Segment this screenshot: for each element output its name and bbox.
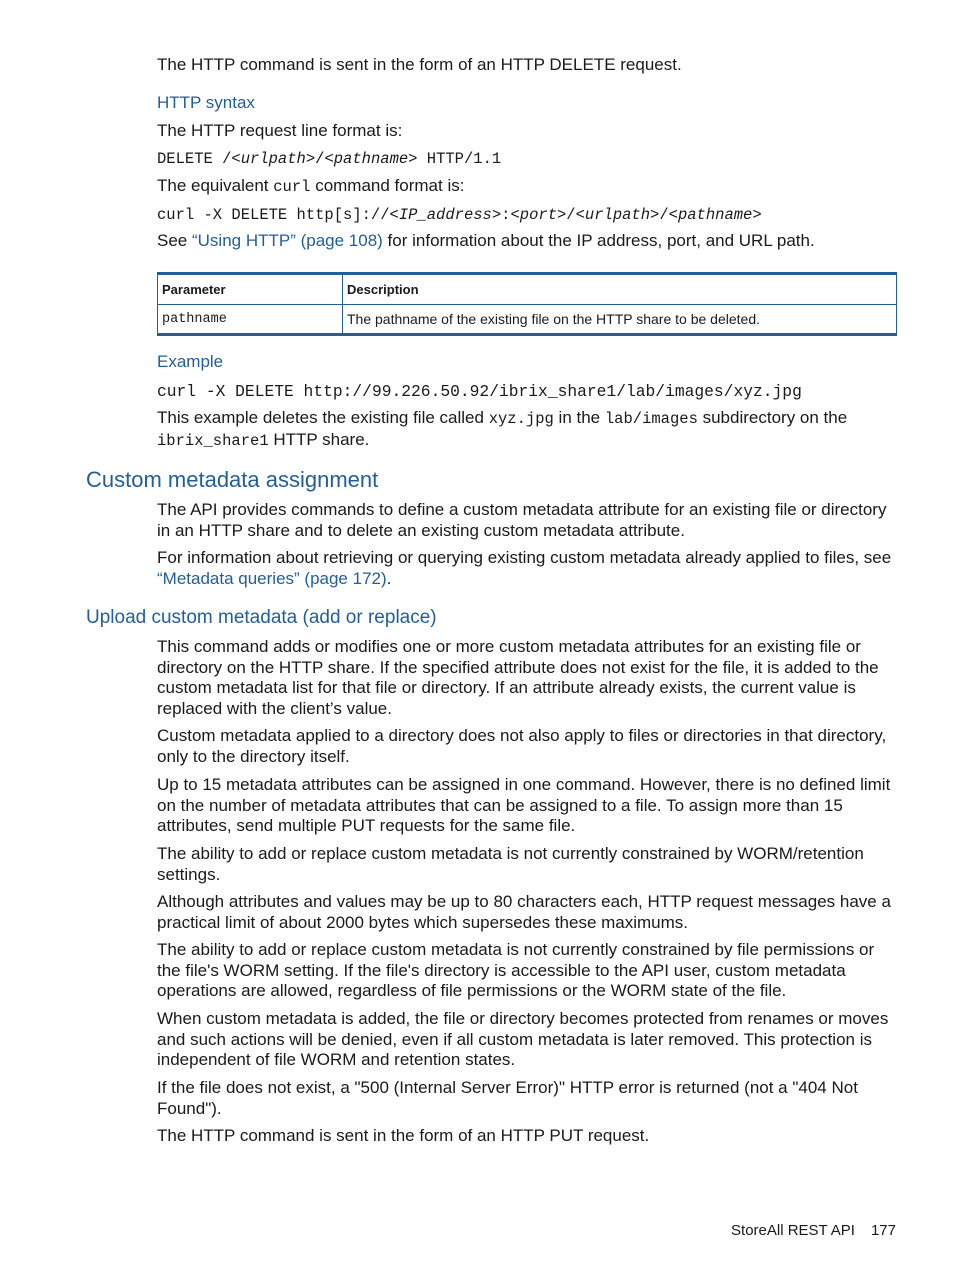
upload-para: When custom metadata is added, the file or directory becomes protected from renames or moves and such actions will be denied, even if all custom metadata is later removed. This protection is independent of file WORM and retention states.	[157, 1009, 889, 1070]
description-header: Description	[343, 274, 897, 305]
page-number: 177	[870, 1222, 896, 1239]
page-footer	[731, 1222, 896, 1239]
request-line-intro: The HTTP request line format is:	[157, 121, 403, 140]
upload-para: Although attributes and values may be up to 80 characters each, HTTP request messages have a practical limit of about 2000 bytes which supersedes these maximums.	[157, 892, 891, 932]
upload-para: Up to 15 metadata attributes can be assigned in one command. However, there is no defined limit on the number of metadata attributes that can be assigned to a file. To assign more than 15 attributes, send multiple PUT requests for the same file.	[157, 775, 891, 836]
request-line-format: DELETE /<urlpath>/<pathname> HTTP/1.1	[157, 150, 502, 168]
custom-metadata-para2: For information about retrieving or querying existing custom metadata already applied to files, see “Metadata queries” (page 172).	[157, 548, 892, 588]
example-command: curl -X DELETE http://99.226.50.92/ibrix_share1/lab/images/xyz.jpg	[157, 382, 802, 401]
metadata-queries-link[interactable]: “Metadata queries” (page 172)	[157, 568, 387, 588]
http-syntax-heading: HTTP syntax	[157, 93, 255, 112]
custom-metadata-heading: Custom metadata assignment	[86, 467, 379, 492]
see-using-http: See “Using HTTP” (page 108) for information about the IP address, port, and URL path.	[157, 231, 815, 250]
upload-para: This command adds or modifies one or more custom metadata attributes for an existing file or directory on the HTTP share. If the specified attribute does not exist for the file, it is added to the custom metadata list for that file or directory. If an attribute already exists, the current value is replaced with the client’s value.	[157, 637, 879, 718]
table-header-row	[158, 274, 897, 305]
upload-para: If the file does not exist, a "500 (Internal Server Error)" HTTP error is returned (not a "404 Not Found").	[157, 1078, 858, 1118]
footer-title: StoreAll REST API	[731, 1222, 855, 1239]
upload-metadata-heading: Upload custom metadata (add or replace)	[86, 607, 437, 628]
parameter-table	[157, 272, 897, 336]
delete-intro: The HTTP command is sent in the form of an HTTP DELETE request.	[157, 55, 682, 74]
upload-para: The ability to add or replace custom metadata is not currently constrained by WORM/retention settings.	[157, 844, 864, 884]
table-row	[158, 305, 897, 335]
custom-metadata-para1: The API provides commands to define a custom metadata attribute for an existing file or directory in an HTTP share and to delete an existing custom metadata attribute.	[157, 500, 887, 540]
curl-intro: The equivalent curl command format is:	[157, 176, 465, 196]
parameter-cell: pathname	[158, 305, 343, 335]
upload-para: Custom metadata applied to a directory does not also apply to files or directories in that directory, only to the directory itself.	[157, 726, 887, 766]
curl-format: curl -X DELETE http[s]://<IP_address>:<port>/<urlpath>/<pathname>	[157, 206, 762, 224]
upload-para: The HTTP command is sent in the form of an HTTP PUT request.	[157, 1126, 650, 1145]
description-cell: The pathname of the existing file on the HTTP share to be deleted.	[343, 305, 897, 335]
parameter-header: Parameter	[158, 274, 343, 305]
upload-para: The ability to add or replace custom metadata is not currently constrained by file permissions or the file's WORM setting. If the file's directory is accessible to the API user, custom metadata operations are allowed, regardless of file permissions or the WORM state of the file.	[157, 940, 875, 1001]
example-description: This example deletes the existing file called xyz.jpg in the lab/images subdirectory on the ibrix_share1 HTTP share.	[157, 408, 848, 450]
example-heading: Example	[157, 352, 224, 371]
using-http-link[interactable]: “Using HTTP” (page 108)	[191, 231, 383, 250]
